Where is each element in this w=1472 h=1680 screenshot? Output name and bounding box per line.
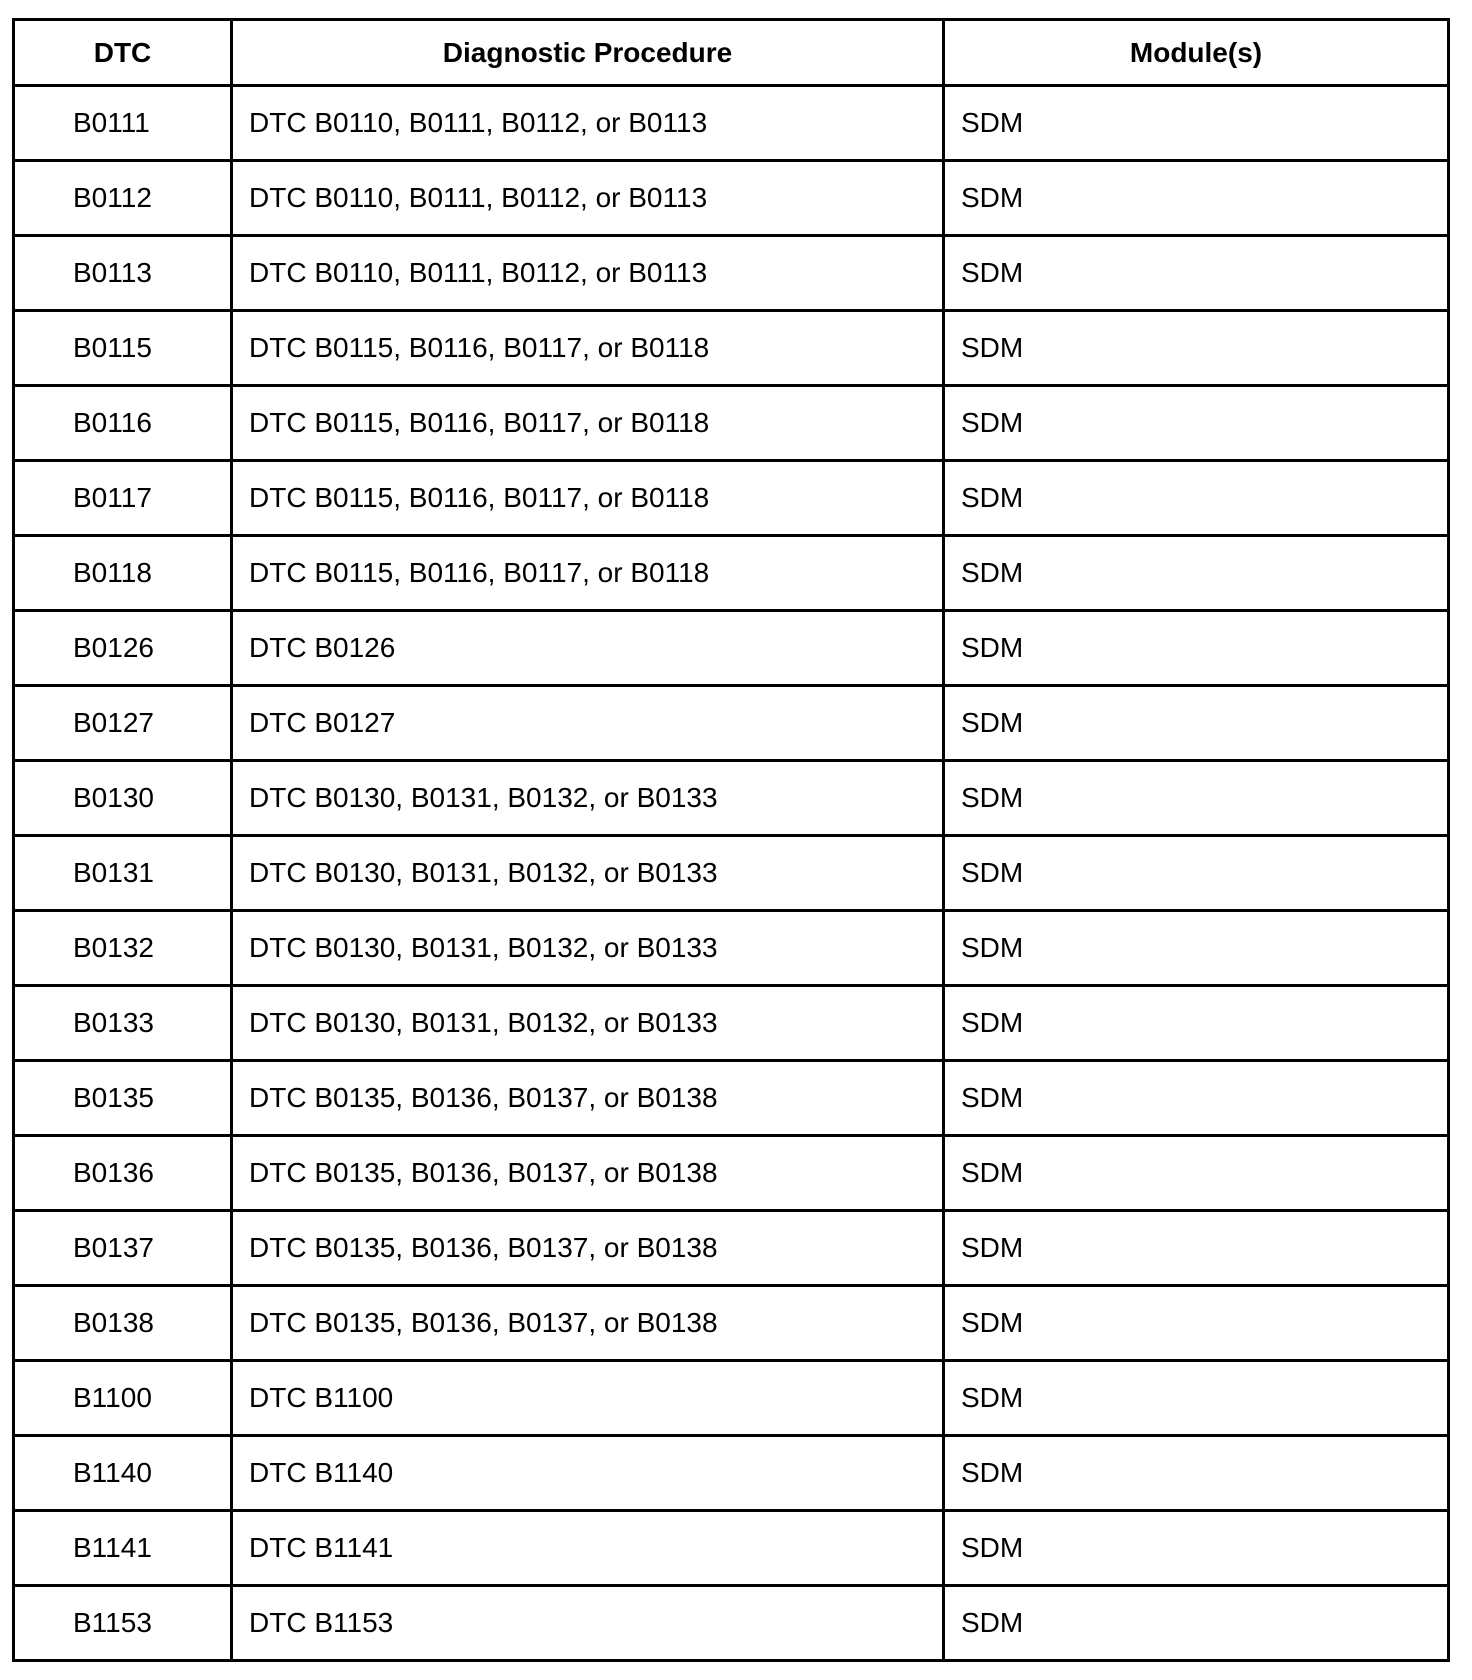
table-row: [14, 386, 1449, 461]
cell-module: SDM: [944, 836, 1449, 911]
cell-module: SDM: [944, 161, 1449, 236]
cell-diagnostic-procedure: DTC B0135, B0136, B0137, or B0138: [232, 1136, 944, 1211]
cell-diagnostic-procedure: DTC B0130, B0131, B0132, or B0133: [232, 986, 944, 1061]
cell-diagnostic-procedure: DTC B0110, B0111, B0112, or B0113: [232, 86, 944, 161]
table-row: [14, 1511, 1449, 1586]
cell-module: SDM: [944, 1511, 1449, 1586]
table-row: [14, 761, 1449, 836]
cell-module: SDM: [944, 236, 1449, 311]
cell-dtc-code: B0116: [14, 386, 232, 461]
cell-module: SDM: [944, 761, 1449, 836]
cell-dtc-code: B0112: [14, 161, 232, 236]
table-row: [14, 236, 1449, 311]
cell-diagnostic-procedure: DTC B0115, B0116, B0117, or B0118: [232, 536, 944, 611]
header-row: [14, 20, 1449, 86]
cell-diagnostic-procedure: DTC B0130, B0131, B0132, or B0133: [232, 836, 944, 911]
cell-module: SDM: [944, 1061, 1449, 1136]
cell-dtc-code: B1140: [14, 1436, 232, 1511]
table-row: [14, 1361, 1449, 1436]
cell-dtc-code: B1100: [14, 1361, 232, 1436]
table-row: [14, 911, 1449, 986]
cell-diagnostic-procedure: DTC B0135, B0136, B0137, or B0138: [232, 1211, 944, 1286]
cell-diagnostic-procedure: DTC B0127: [232, 686, 944, 761]
cell-diagnostic-procedure: DTC B0130, B0131, B0132, or B0133: [232, 761, 944, 836]
cell-module: SDM: [944, 911, 1449, 986]
cell-diagnostic-procedure: DTC B0135, B0136, B0137, or B0138: [232, 1286, 944, 1361]
table-row: [14, 311, 1449, 386]
cell-module: SDM: [944, 1586, 1449, 1661]
cell-module: SDM: [944, 311, 1449, 386]
cell-dtc-code: B0136: [14, 1136, 232, 1211]
table-row: [14, 536, 1449, 611]
cell-module: SDM: [944, 86, 1449, 161]
table-header: [14, 20, 1449, 86]
cell-diagnostic-procedure: DTC B1141: [232, 1511, 944, 1586]
table-body: [14, 86, 1449, 1661]
cell-diagnostic-procedure: DTC B0135, B0136, B0137, or B0138: [232, 1061, 944, 1136]
table-row: [14, 986, 1449, 1061]
table-row: [14, 1436, 1449, 1511]
cell-module: SDM: [944, 386, 1449, 461]
table-row: [14, 161, 1449, 236]
table-row: [14, 461, 1449, 536]
cell-diagnostic-procedure: DTC B1140: [232, 1436, 944, 1511]
table-row: [14, 1286, 1449, 1361]
cell-diagnostic-procedure: DTC B1153: [232, 1586, 944, 1661]
cell-diagnostic-procedure: DTC B0130, B0131, B0132, or B0133: [232, 911, 944, 986]
cell-diagnostic-procedure: DTC B1100: [232, 1361, 944, 1436]
cell-dtc-code: B0131: [14, 836, 232, 911]
header-modules: Module(s): [944, 20, 1449, 86]
cell-dtc-code: B0127: [14, 686, 232, 761]
cell-dtc-code: B0135: [14, 1061, 232, 1136]
cell-module: SDM: [944, 686, 1449, 761]
cell-module: SDM: [944, 986, 1449, 1061]
cell-diagnostic-procedure: DTC B0115, B0116, B0117, or B0118: [232, 386, 944, 461]
cell-dtc-code: B0115: [14, 311, 232, 386]
table-row: [14, 686, 1449, 761]
cell-module: SDM: [944, 461, 1449, 536]
cell-dtc-code: B0137: [14, 1211, 232, 1286]
cell-dtc-code: B1153: [14, 1586, 232, 1661]
cell-dtc-code: B1141: [14, 1511, 232, 1586]
cell-dtc-code: B0113: [14, 236, 232, 311]
cell-module: SDM: [944, 1136, 1449, 1211]
cell-diagnostic-procedure: DTC B0115, B0116, B0117, or B0118: [232, 311, 944, 386]
table-row: [14, 611, 1449, 686]
dtc-table-container: [12, 18, 1447, 1662]
cell-dtc-code: B0118: [14, 536, 232, 611]
cell-dtc-code: B0130: [14, 761, 232, 836]
table-row: [14, 1211, 1449, 1286]
table-row: [14, 86, 1449, 161]
cell-module: SDM: [944, 536, 1449, 611]
table-row: [14, 1586, 1449, 1661]
cell-dtc-code: B0133: [14, 986, 232, 1061]
cell-dtc-code: B0132: [14, 911, 232, 986]
header-dtc: DTC: [14, 20, 232, 86]
cell-module: SDM: [944, 1361, 1449, 1436]
cell-diagnostic-procedure: DTC B0110, B0111, B0112, or B0113: [232, 161, 944, 236]
cell-module: SDM: [944, 1436, 1449, 1511]
dtc-table: [12, 18, 1450, 1662]
cell-module: SDM: [944, 1211, 1449, 1286]
cell-dtc-code: B0126: [14, 611, 232, 686]
table-row: [14, 1136, 1449, 1211]
cell-module: SDM: [944, 611, 1449, 686]
cell-dtc-code: B0138: [14, 1286, 232, 1361]
cell-dtc-code: B0117: [14, 461, 232, 536]
table-row: [14, 1061, 1449, 1136]
cell-diagnostic-procedure: DTC B0110, B0111, B0112, or B0113: [232, 236, 944, 311]
cell-diagnostic-procedure: DTC B0126: [232, 611, 944, 686]
cell-module: SDM: [944, 1286, 1449, 1361]
cell-dtc-code: B0111: [14, 86, 232, 161]
header-diagnostic-procedure: Diagnostic Procedure: [232, 20, 944, 86]
table-row: [14, 836, 1449, 911]
cell-diagnostic-procedure: DTC B0115, B0116, B0117, or B0118: [232, 461, 944, 536]
